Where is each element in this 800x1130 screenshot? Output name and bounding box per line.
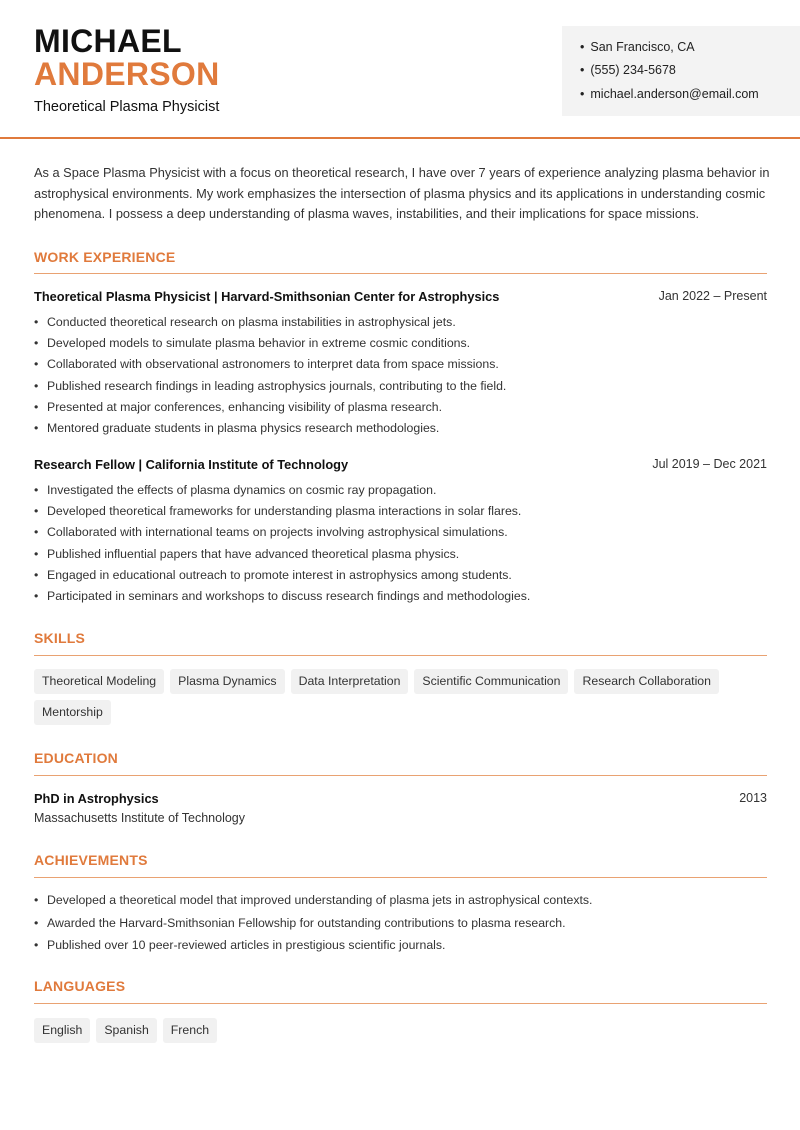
list-item: • Collaborated with international teams on projects involving astrophysical simulations. [34, 522, 774, 543]
list-item: • Collaborated with observational astronomers to interpret data from space missions. [34, 354, 774, 375]
section-title-languages: LANGUAGES [34, 978, 126, 994]
job-date: Jan 2022 – Present [658, 289, 767, 303]
skill-chip: Scientific Communication [414, 669, 568, 694]
contact-email: • michael.anderson@email.com [580, 87, 759, 101]
skill-chip: Research Collaboration [574, 669, 719, 694]
list-item: • Conducted theoretical research on plasma instabilities in astrophysical jets. [34, 312, 774, 333]
resume-header [0, 0, 800, 139]
skill-chip: Theoretical Modeling [34, 669, 164, 694]
list-item: • Investigated the effects of plasma dynamics on cosmic ray propagation. [34, 480, 774, 501]
job-bullets [34, 480, 774, 607]
first-name: MICHAEL [34, 23, 182, 59]
section-divider [34, 775, 767, 776]
list-item: • Published over 10 peer-reviewed articles in prestigious scientific journals. [34, 934, 774, 957]
contact-phone: • (555) 234-5678 [580, 63, 676, 77]
education-school: Massachusetts Institute of Technology [34, 811, 245, 825]
section-divider [34, 877, 767, 878]
list-item: • Developed a theoretical model that improved understanding of plasma jets in astrophysical contexts. [34, 889, 774, 912]
job-title: Research Fellow | California Institute of Technology [34, 457, 349, 472]
language-chip: English [34, 1018, 90, 1043]
list-item: • Awarded the Harvard-Smithsonian Fellowship for outstanding contributions to plasma research. [34, 912, 774, 935]
job-title-headline: Theoretical Plasma Physicist [34, 99, 220, 115]
list-item: • Developed theoretical frameworks for understanding plasma interactions in solar flares. [34, 501, 774, 522]
list-item: • Engaged in educational outreach to promote interest in astrophysics among students. [34, 565, 774, 586]
section-divider [34, 273, 767, 274]
contact-location: • San Francisco, CA [580, 40, 695, 54]
section-title-achievements: ACHIEVEMENTS [34, 852, 148, 868]
skill-chip: Data Interpretation [291, 669, 409, 694]
education-year: 2013 [739, 791, 767, 805]
summary-paragraph: As a Space Plasma Physicist with a focus on theoretical research, I have over 7 years of experience analyzing plasma behavior in astrophysical environments. My work emphasizes the intersection of plasma physics and its applications in understanding cosmic phenomena. I possess a deep understanding of plasma waves, instabilities, and their implications for space missions. [34, 165, 770, 221]
list-item: • Developed models to simulate plasma behavior in extreme cosmic conditions. [34, 333, 774, 354]
language-chip: Spanish [96, 1018, 156, 1043]
section-divider [34, 1003, 767, 1004]
skills-list [34, 669, 774, 731]
education-degree: PhD in Astrophysics [34, 791, 159, 806]
job-date: Jul 2019 – Dec 2021 [652, 457, 767, 471]
section-title-work: WORK EXPERIENCE [34, 249, 176, 265]
job-bullets [34, 312, 774, 439]
section-divider [34, 655, 767, 656]
list-item: • Published influential papers that have advanced theoretical plasma physics. [34, 544, 774, 565]
last-name: ANDERSON [34, 56, 220, 92]
list-item: • Mentored graduate students in plasma physics research methodologies. [34, 418, 774, 439]
achievements-list [34, 889, 774, 957]
section-title-education: EDUCATION [34, 750, 118, 766]
list-item: • Participated in seminars and workshops to discuss research findings and methodologies. [34, 586, 774, 607]
section-title-skills: SKILLS [34, 630, 85, 646]
language-chip: French [163, 1018, 217, 1043]
contact-box [562, 26, 800, 116]
list-item: • Published research findings in leading astrophysics journals, contributing to the field. [34, 376, 774, 397]
skill-chip: Plasma Dynamics [170, 669, 284, 694]
skill-chip: Mentorship [34, 700, 111, 725]
languages-list [34, 1018, 774, 1049]
list-item: • Presented at major conferences, enhancing visibility of plasma research. [34, 397, 774, 418]
job-title: Theoretical Plasma Physicist | Harvard-Smithsonian Center for Astrophysics [34, 289, 500, 304]
